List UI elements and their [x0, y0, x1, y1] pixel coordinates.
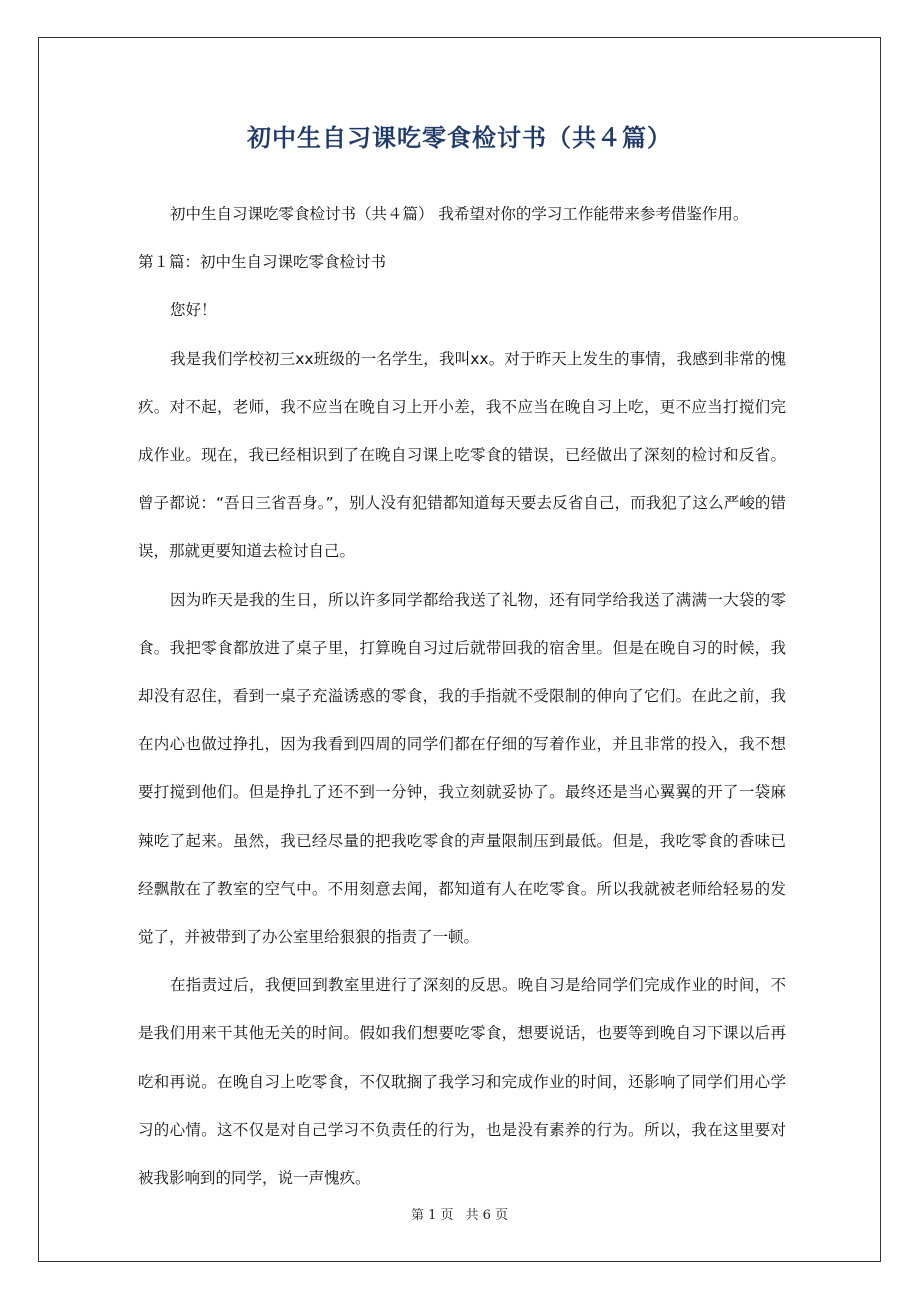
section-heading: 第１篇：初中生自习课吃零食检讨书 — [138, 253, 387, 272]
document-title: 初中生自习课吃零食检讨书（共４篇） — [247, 124, 672, 152]
document-body — [138, 190, 786, 1202]
intro-paragraph: 初中生自习课吃零食检讨书（共４篇） 我希望对你的学习工作能带来参考借鉴作用。 — [170, 205, 749, 223]
page-number-current: 第 1 页 — [410, 1208, 454, 1223]
body-paragraph-3: 在指责过后，我便回到教室里进行了深刻的反思。晚自习是给同学们完成作业的时间，不是我们用来干其他无关的时间。假如我们想要吃零食，想要说话，也要等到晚自习下课以后再吃和再说。在晚自习上吃零食，不仅耽搁了我学习和完成作业的时间，还影响了同学们用心学习的心情。这不仅是对自己学习不负责任的行为，也是没有素养的行为。所以，我在这里要对被我影响到的同学，说一声愧疚。 — [138, 976, 786, 1188]
body-paragraph-1: 我是我们学校初三xx班级的一名学生，我叫xx。对于昨天上发生的事情，我感到非常的愧疚。对不起，老师，我不应当在晚自习上开小差，我不应当在晚自习上吃，更不应当打搅们完成作业。现在，我已经相识到了在晚自习课上吃零食的错误，已经做出了深刻的检讨和反省。曾子都说：“吾日三省吾身。”，别人没有犯错都知道每天要去反省自己，而我犯了这么严峻的错误，那就更要知道去检讨自己。 — [138, 349, 786, 561]
greeting: 您好！ — [170, 301, 217, 320]
body-paragraph-2: 因为昨天是我的生日，所以许多同学都给我送了礼物，还有同学给我送了满满一大袋的零食。我把零食都放进了桌子里，打算晚自习过后就带回我的宿舍里。但是在晚自习的时候，我却没有忍住，看到一桌子充溢诱惑的零食，我的手指就不受限制的伸向了它们。在此之前，我在内心也做过挣扎，因为我看到四周的同学们都在仔细的写着作业，并且非常的投入，我不想要打搅到他们。但是挣扎了还不到一分钟，我立刻就妥协了。最终还是当心翼翼的开了一袋麻辣吃了起来。虽然，我已经尽量的把我吃零食的声量限制压到最低。但是，我吃零食的香味已经飘散在了教室的空气中。不用刻意去闻，都知道有人在吃零食。所以我就被老师给轻易的发觉了，并被带到了办公室里给狠狠的指责了一顿。 — [138, 590, 786, 947]
page-number-total: 共 6 页 — [465, 1208, 509, 1223]
page-footer — [38, 1204, 881, 1223]
